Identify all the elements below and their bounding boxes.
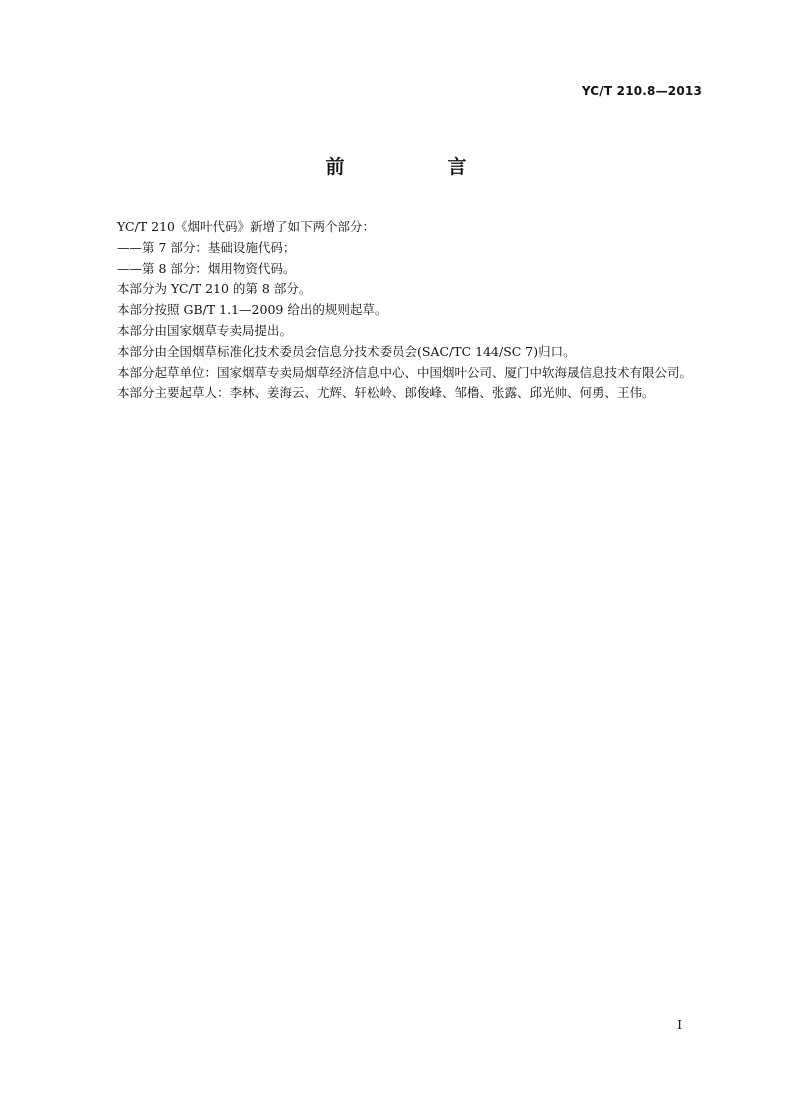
standard-code: YC/T 210.8—2013 xyxy=(581,84,702,98)
paragraph-drafters: 本部分主要起草人：李林、姜海云、尤辉、轩松岭、郎俊峰、邹橹、张露、邱光帅、何勇、王伟。 xyxy=(117,385,655,401)
page-title: 前 言 xyxy=(325,156,509,178)
paragraph-scope: 本部分为 YC/T 210 的第 8 部分。 xyxy=(117,281,312,297)
page-number: I xyxy=(677,1018,682,1032)
paragraph-drafting-rules: 本部分按照 GB/T 1.1—2009 给出的规则起草。 xyxy=(117,302,388,318)
paragraph-intro: YC/T 210《烟叶代码》新增了如下两个部分： xyxy=(117,219,375,234)
paragraph-part7: ——第 7 部分：基础设施代码； xyxy=(117,239,296,255)
paragraph-proposer: 本部分由国家烟草专卖局提出。 xyxy=(117,322,293,338)
paragraph-part8: ——第 8 部分：烟用物资代码。 xyxy=(117,260,296,276)
paragraph-drafting-units: 本部分起草单位：国家烟草专卖局烟草经济信息中心、中国烟叶公司、厦门中软海晟信息技术有限公司。 xyxy=(117,364,693,380)
foreword-content xyxy=(90,217,704,404)
paragraph-committee: 本部分由全国烟草标准化技术委员会信息分技术委员会(SAC/TC 144/SC 7)归口。 xyxy=(117,343,576,359)
